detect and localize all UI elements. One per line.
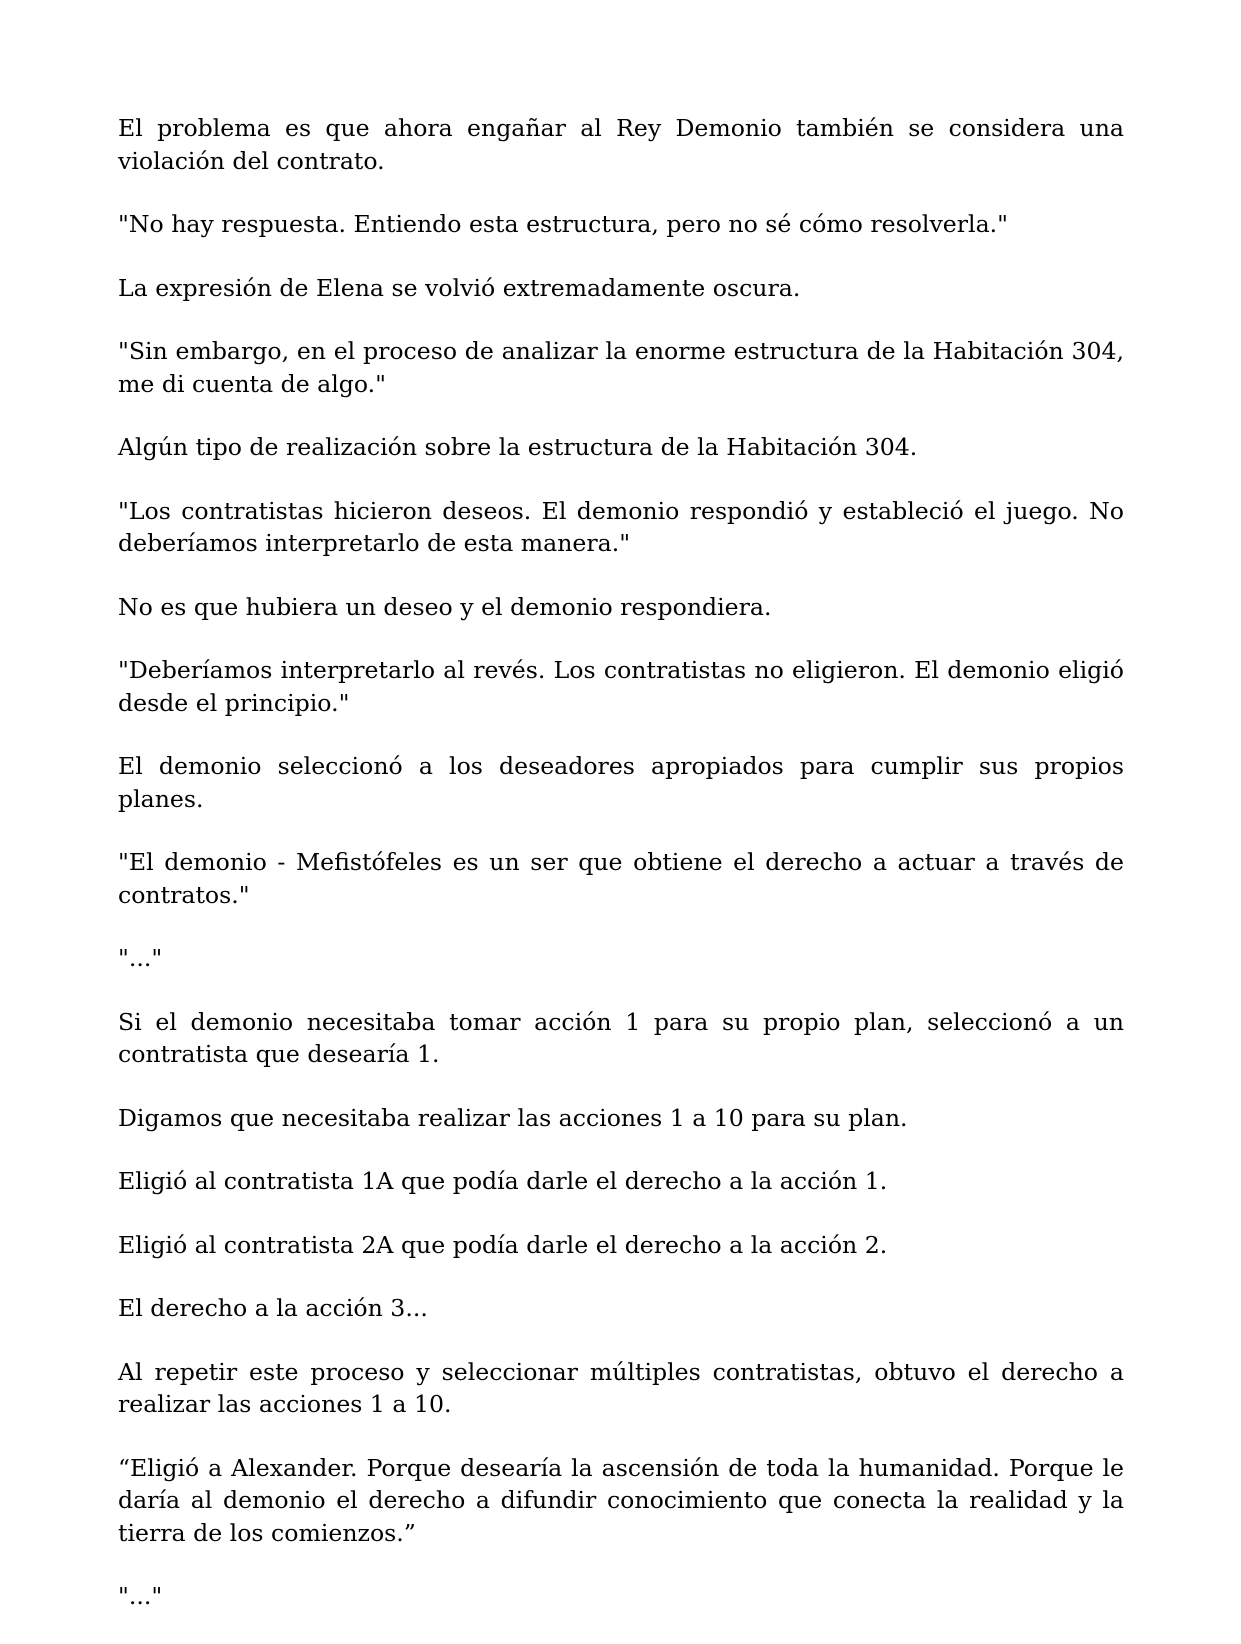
paragraph: Algún tipo de realización sobre la estructura de la Habitación 304.: [118, 433, 918, 461]
paragraph: La expresión de Elena se volvió extremadamente oscura.: [118, 273, 801, 302]
paragraph: Digamos que necesitaba realizar las acciones 1 a 10 para su plan.: [118, 1103, 908, 1132]
paragraph: "Sin embargo, en el proceso de analizar la enorme estructura de la Habitación 304, me di cuenta de algo.": [118, 337, 1124, 398]
paragraph: “Eligió a Alexander. Porque desearía la ascensión de toda la humanidad. Porque le daría al demonio el derecho a difundir conocimiento que conecta la realidad y la tierra de los comienzos.”: [118, 1453, 1124, 1547]
paragraph: "...": [118, 1582, 163, 1610]
paragraph: No es que hubiera un deseo y el demonio respondiera.: [118, 592, 772, 621]
document-page: [118, 112, 1124, 1644]
paragraph: "Deberíamos interpretarlo al revés. Los contratistas no eligieron. El demonio eligió desde el principio.": [118, 656, 1124, 717]
paragraph: Al repetir este proceso y seleccionar múltiples contratistas, obtuvo el derecho a realizar las acciones 1 a 10.: [118, 1357, 1124, 1418]
paragraph: "...": [118, 944, 163, 972]
paragraph: "Los contratistas hicieron deseos. El demonio respondió y estableció el juego. No deberíamos interpretarlo de esta manera.": [118, 496, 1124, 557]
paragraph: "No hay respuesta. Entiendo esta estructura, pero no sé cómo resolverla.": [118, 210, 1008, 238]
paragraph: Eligió al contratista 1A que podía darle el derecho a la acción 1.: [118, 1167, 888, 1195]
paragraph: "El demonio - Mefistófeles es un ser que obtiene el derecho a actuar a través de contratos.": [118, 848, 1124, 909]
paragraph: Si el demonio necesitaba tomar acción 1 para su propio plan, seleccionó a un contratista que desearía 1.: [118, 1007, 1124, 1068]
paragraph: El derecho a la acción 3...: [118, 1294, 428, 1322]
paragraph: El demonio seleccionó a los deseadores apropiados para cumplir sus propios planes.: [118, 752, 1124, 813]
paragraph: Eligió al contratista 2A que podía darle el derecho a la acción 2.: [118, 1230, 888, 1259]
paragraph: El problema es que ahora engañar al Rey Demonio también se considera una violación del contrato.: [118, 114, 1124, 175]
